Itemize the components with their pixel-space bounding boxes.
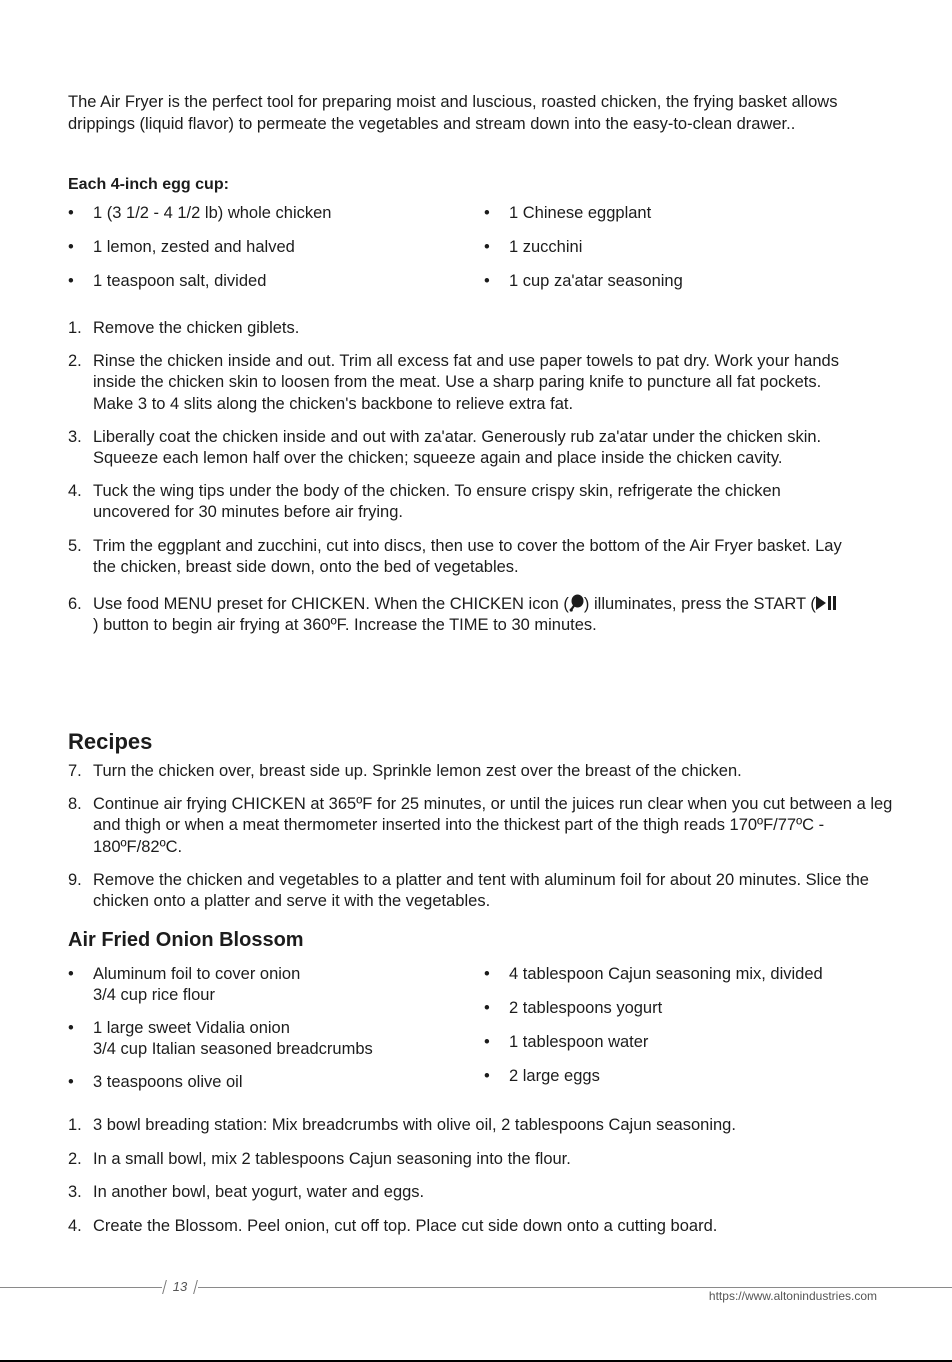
list-item: • 1 teaspoon salt, divided bbox=[68, 272, 267, 290]
list-item: • 2 large eggs bbox=[484, 1067, 600, 1085]
step-item: 3. In another bowl, beat yogurt, water and eggs. bbox=[68, 1183, 425, 1202]
step-item: 2. Rinse the chicken inside and out. Trim all excess fat and use paper towels to pat dry. Work your hands inside the chicken skin to loosen from the meat. Use a sharp paring knife to puncture all fat pockets. Make 3 to 4 slits along the chicken's backbone to relieve extra fat. bbox=[68, 352, 839, 413]
list-item: • 2 tablespoons yogurt bbox=[484, 999, 663, 1017]
footer-url[interactable]: https://www.altonindustries.com bbox=[708, 1289, 877, 1303]
list-item: • 1 (3 1/2 - 4 1/2 lb) whole chicken bbox=[68, 204, 332, 222]
list-item: • 1 zucchini bbox=[484, 238, 583, 256]
bullet: • bbox=[68, 1019, 74, 1037]
bullet: • bbox=[484, 965, 490, 983]
onion-list-left bbox=[68, 964, 468, 1093]
list-item: • 1 cup za'atar seasoning bbox=[484, 272, 683, 290]
bullet: • bbox=[68, 204, 74, 222]
list-item: • 4 tablespoon Cajun seasoning mix, divided bbox=[484, 965, 823, 983]
recipe-steps bbox=[68, 761, 898, 912]
bullet: • bbox=[484, 272, 490, 290]
bullet: • bbox=[484, 238, 490, 256]
bullet: • bbox=[484, 1033, 490, 1051]
egg-cup-heading: Each 4-inch egg cup: bbox=[68, 176, 229, 193]
step-item: 8. Continue air frying CHICKEN at 365ºF for 25 minutes, or until the juices run clear when you cut between a leg and thigh or when a meat thermometer inserted into the thickest part of the thigh reads 170ºF/77ºC - 180ºF/82ºC. bbox=[68, 795, 893, 856]
step-item: 6. Use food MENU preset for CHICKEN. When the CHICKEN icon ( ) illuminates, press the START () button to begin air frying at 360ºF. Increase the TIME to 30 minutes. bbox=[68, 594, 843, 636]
step-item: 4. Tuck the wing tips under the body of the chicken. To ensure crispy skin, refrigerate the chicken uncovered for 30 minutes before air frying. bbox=[68, 482, 781, 522]
step-item: 2. In a small bowl, mix 2 tablespoons Cajun seasoning into the flour. bbox=[68, 1149, 571, 1168]
step-item: 7. Turn the chicken over, breast side up. Sprinkle lemon zest over the breast of the chicken. bbox=[68, 762, 742, 780]
onion-list-right bbox=[484, 964, 904, 1087]
list-item: • 1 large sweet Vidalia onion 3/4 cup Italian seasoned breadcrumbs bbox=[68, 1019, 373, 1058]
onion-steps bbox=[68, 1115, 898, 1237]
step-item: 5. Trim the eggplant and zucchini, cut into discs, then use to cover the bottom of the Air Fryer basket. Lay the chicken, breast side down, onto the bed of vegetables. bbox=[68, 536, 842, 576]
step-item: 9. Remove the chicken and vegetables to a platter and tent with aluminum foil for about 20 minutes. Slice the chicken onto a platter and serve it with the vegetables. bbox=[68, 870, 869, 911]
egg-cup-list-right bbox=[484, 203, 884, 292]
bullet: • bbox=[68, 238, 74, 256]
step-item: 1. 3 bowl breading station: Mix breadcrumbs with olive oil, 2 tablespoons Cajun seasoning. bbox=[68, 1116, 736, 1134]
chicken-icon bbox=[569, 594, 584, 612]
page-number: 13 bbox=[162, 1278, 198, 1296]
step-item: 4. Create the Blossom. Peel onion, cut off top. Place cut side down onto a cutting board. bbox=[68, 1217, 718, 1236]
bullet: • bbox=[68, 272, 74, 290]
bullet: • bbox=[484, 204, 490, 222]
bullet: • bbox=[68, 965, 74, 983]
step-item: 1. Remove the chicken giblets. bbox=[68, 319, 300, 337]
bullet: • bbox=[484, 1067, 490, 1085]
list-item: • 1 lemon, zested and halved bbox=[68, 238, 295, 256]
intro-paragraph: The Air Fryer is the perfect tool for preparing moist and luscious, roasted chicken, the frying basket allows drippings (liquid flavor) to permeate the vegetables and stream down into the easy-to-clean drawer.. bbox=[68, 93, 838, 133]
step-item: 3. Liberally coat the chicken inside and out with za'atar. Generously rub za'atar under the chicken skin. Squeeze each lemon half over the chicken; squeeze again and place inside the chicken cavity. bbox=[68, 427, 822, 468]
egg-cup-list-left bbox=[68, 203, 468, 292]
footer-divider bbox=[0, 1287, 952, 1288]
recipes-heading: Recipes bbox=[68, 729, 153, 754]
list-item: • 3 teaspoons olive oil bbox=[68, 1073, 243, 1091]
list-item: • 1 tablespoon water bbox=[484, 1033, 649, 1051]
play-pause-icon bbox=[816, 595, 838, 609]
onion-blossom-heading: Air Fried Onion Blossom bbox=[68, 929, 304, 951]
bullet: • bbox=[484, 999, 490, 1017]
chicken-steps bbox=[68, 318, 843, 636]
list-item: • 1 Chinese eggplant bbox=[484, 204, 652, 222]
list-item: • Aluminum foil to cover onion 3/4 cup rice flour bbox=[68, 965, 301, 1004]
bullet: • bbox=[68, 1073, 74, 1091]
